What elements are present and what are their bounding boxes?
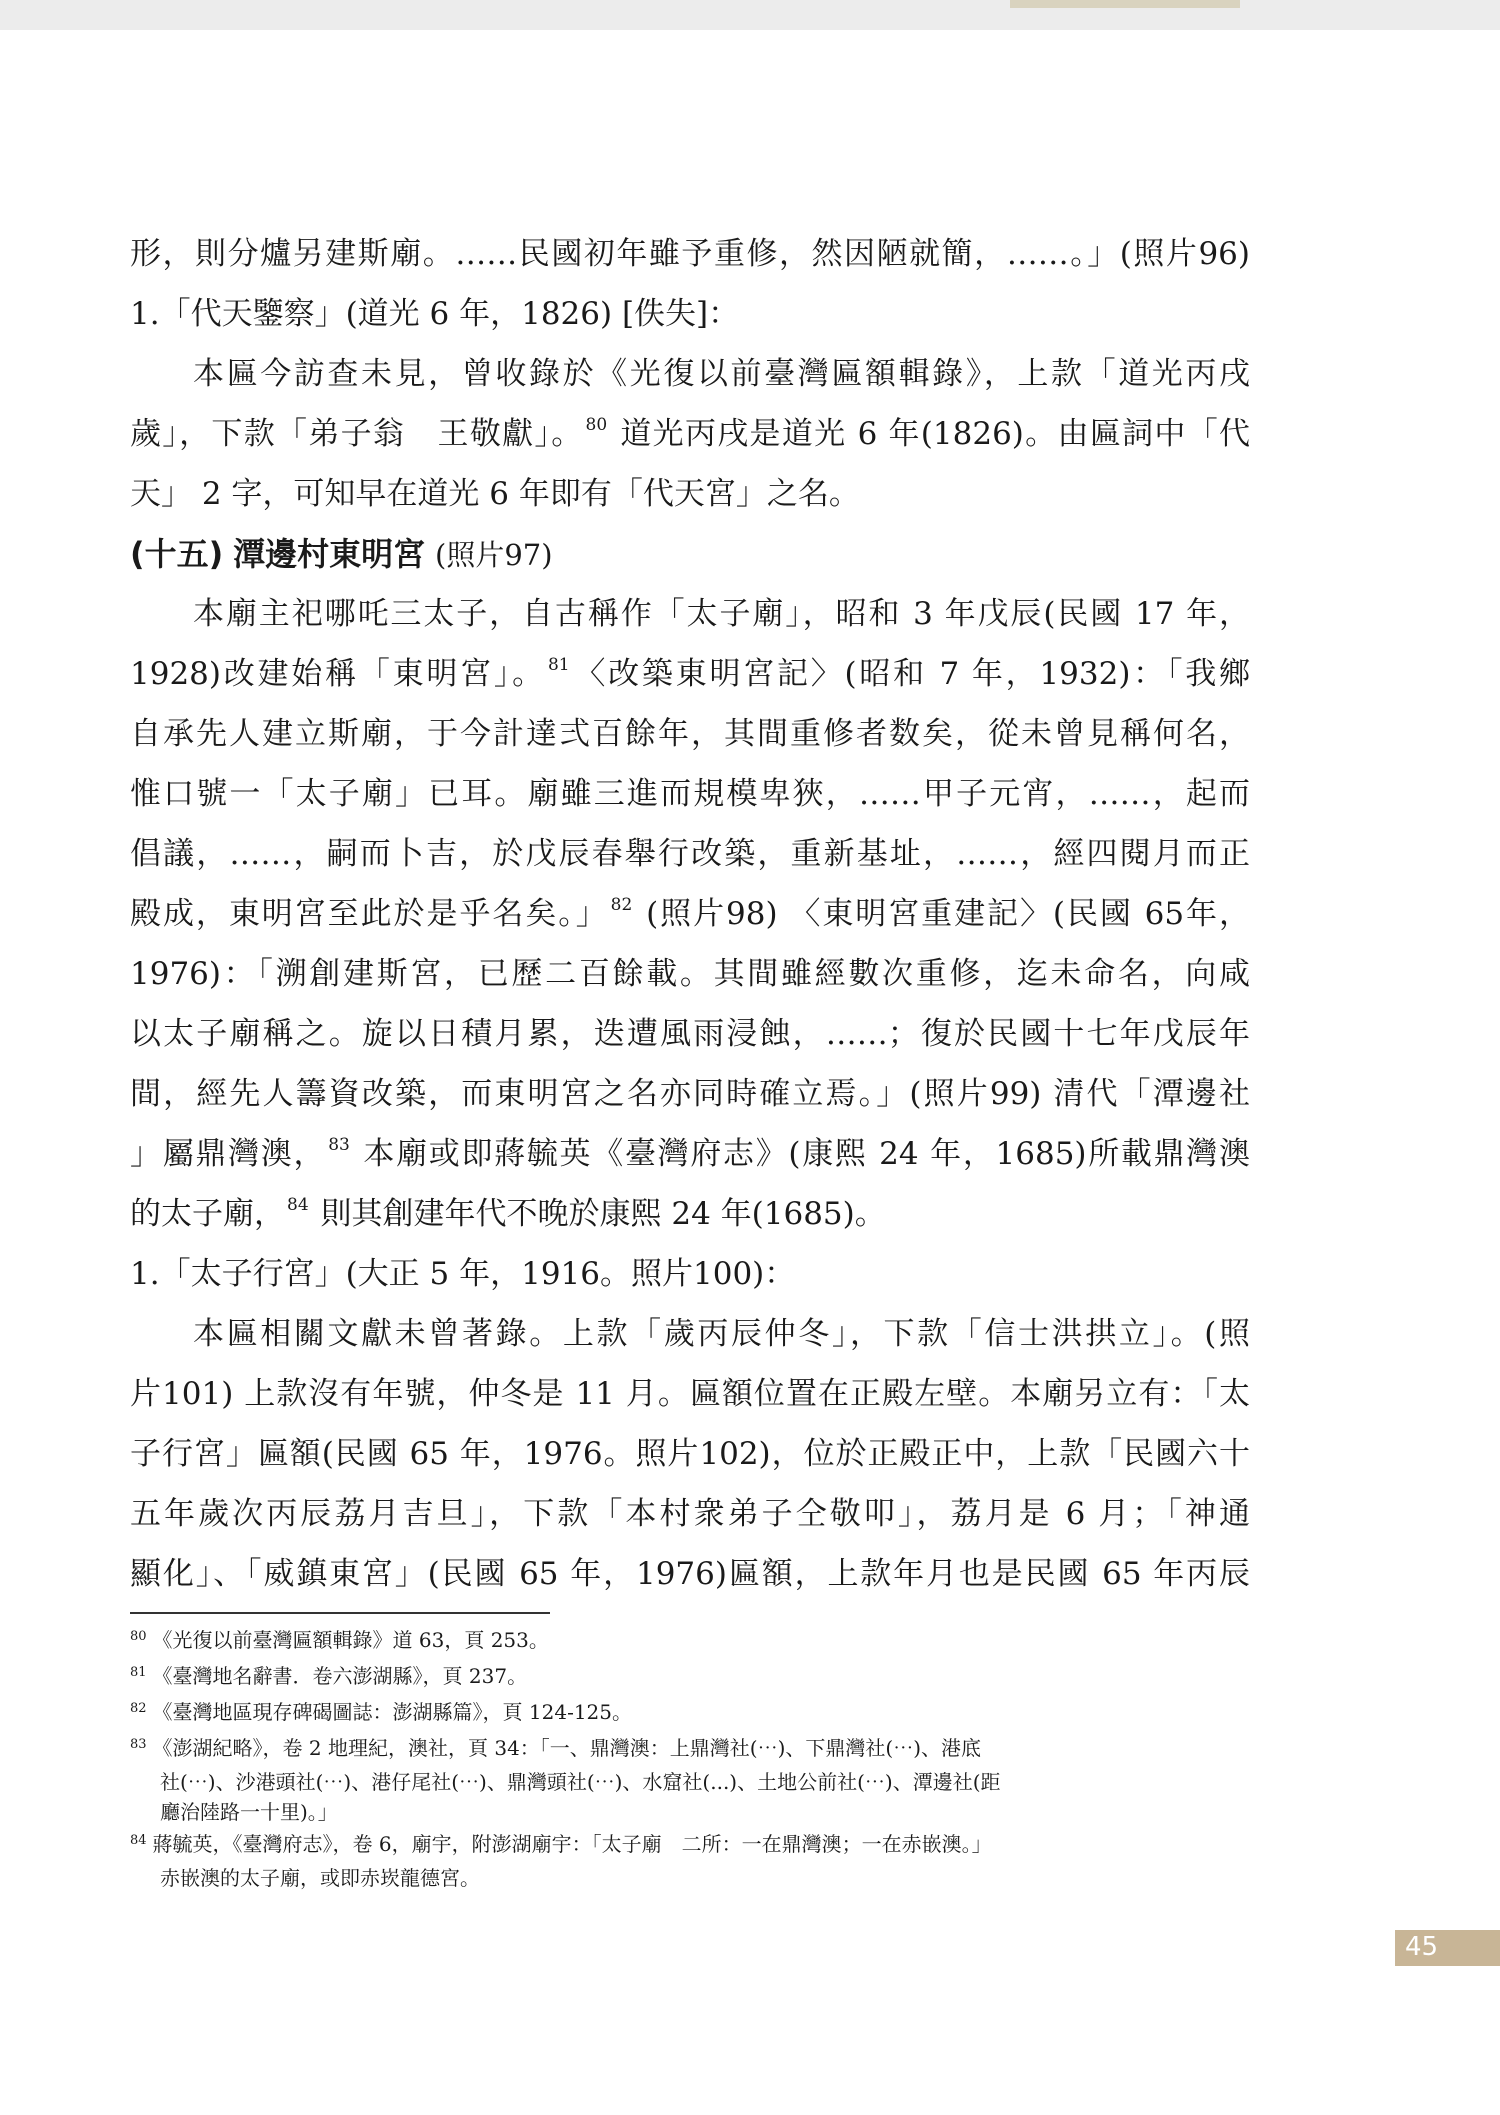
text-run: 歲」，下款「弟子翁 王敬獻」。 [130, 416, 584, 452]
footnote-number: 84 [130, 1833, 147, 1848]
body-line: 本廟主祀哪吒三太子，自古稱作「太子廟」，昭和 3 年戊辰(民國 17 年， [193, 596, 1250, 632]
footnote-number: 80 [130, 1629, 147, 1644]
footnote-ref[interactable]: 84 [287, 1195, 309, 1215]
footnote-text: 《光復以前臺灣匾額輯錄》道 63，頁 253。 [152, 1628, 549, 1652]
body-line [130, 1190, 1250, 1238]
text-run: 〈改築東明宮記〉(昭和 7 年，1932)：「我鄉 [571, 656, 1250, 692]
body-line: 自承先人建立斯廟，于今計達弍百餘年，其間重修者数矣，從未曾見稱何名， [130, 716, 1250, 752]
section-name: 潭邊村東明宮 [233, 535, 426, 573]
footnote-ref[interactable]: 80 [585, 415, 608, 435]
footnote [130, 1661, 1250, 1695]
footnote-ref[interactable]: 82 [610, 895, 633, 915]
body-line: 1976)：「溯創建斯宮，已歷二百餘載。其間雖經數次重修，迄未命名，向咸 [130, 956, 1250, 992]
body-line: 倡議，……，嗣而卜吉，於戊辰春舉行改築，重新基址，……，經四閱月而正 [130, 836, 1250, 872]
page-number: 45 [1405, 1932, 1439, 1962]
body-line: 惟口號一「太子廟」已耳。廟雖三進而規模卑狹，……甲子元宵，……，起而 [130, 776, 1250, 812]
footnote [130, 1733, 1250, 1827]
page-number-tab [1395, 1930, 1500, 1966]
body-line: 片101) 上款沒有年號，仲冬是 11 月。匾額位置在正殿左壁。本廟另立有：「太 [130, 1376, 1250, 1412]
footnote [130, 1829, 1250, 1893]
section-number: (十五) [130, 535, 224, 573]
main-text [130, 230, 1250, 1610]
footnote-ref[interactable]: 83 [328, 1135, 350, 1155]
footnote-text: 《臺灣地區現存碑碣圖誌：澎湖縣篇》，頁 124-125。 [152, 1700, 633, 1724]
body-line [130, 650, 1250, 698]
body-line: 顯化」、「威鎮東宮」(民國 65 年，1976)匾額，上款年月也是民國 65 年丙辰 [130, 1556, 1250, 1592]
scan-top-margin [0, 0, 1500, 30]
body-line: 子行宮」匾額(民國 65 年，1976。照片102)，位於正殿正中，上款「民國六十 [130, 1436, 1250, 1472]
footnote-continuation: 社(⋯)、沙港頭社(⋯)、港仔尾社(⋯)、鼎灣頭社(⋯)、水窟社(...)、土地公前社(⋯)、潭邊社(距 [160, 1770, 1001, 1794]
footnote [130, 1697, 1250, 1731]
body-line: 五年歲次丙辰荔月吉旦」，下款「本村衆弟子仝敬叩」，荔月是 6 月；「神通 [130, 1496, 1250, 1532]
footnote-text: 蔣毓英，《臺灣府志》，卷 6，廟宇，附澎湖廟宇：「太子廟 二所：一在鼎灣澳；一在赤嵌澳。」 [152, 1832, 992, 1856]
body-line: 形，則分爐另建斯廟。……民國初年雖予重修，然因陋就簡，……。」(照片96) [130, 236, 1250, 272]
text-run: 道光丙戌是道光 6 年(1826)。由匾詞中「代 [609, 416, 1250, 452]
footnote-ref[interactable]: 81 [547, 655, 570, 675]
text-run: 」屬鼎灣澳， [130, 1136, 327, 1172]
footnote-text: 《臺灣地名辭書．卷六澎湖縣》，頁 237。 [152, 1664, 528, 1688]
body-line: 本匾今訪查未見，曾收錄於《光復以前臺灣匾額輯錄》，上款「道光丙戌 [193, 356, 1250, 392]
body-line [130, 1130, 1250, 1178]
item-heading: 1.「太子行宮」(大正 5 年，1916。照片100)： [130, 1256, 796, 1292]
body-line: 以太子廟稱之。旋以日積月累，迭遭風雨浸蝕，……；復於民國十七年戊辰年 [130, 1016, 1250, 1052]
text-run: (照片98) 〈東明宮重建記〉(民國 65年， [634, 896, 1250, 932]
text-run: 則其創建年代不晚於康熙 24 年(1685)。 [310, 1196, 886, 1232]
footnote-text: 《澎湖紀略》，卷 2 地理紀，澳社，頁 34：「一、鼎灣澳：上鼎灣社(⋯)、下鼎灣社(⋯)、港底 [152, 1736, 982, 1760]
scan-header-mark [1010, 0, 1240, 8]
section-photo-ref: (照片97) [435, 538, 553, 572]
section-title [130, 530, 1250, 578]
item-heading: 1.「代天鑒察」(道光 6 年，1826) [佚失]： [130, 296, 740, 332]
text-run: 殿成，東明宮至此於是乎名矣。」 [130, 896, 609, 932]
text-run: 本廟或即蔣毓英《臺灣府志》(康熙 24 年，1685)所載鼎灣澳 [351, 1136, 1251, 1172]
body-line: 本匾相關文獻未曾著錄。上款「歲丙辰仲冬」，下款「信士洪拱立」。(照 [193, 1316, 1250, 1352]
body-line [130, 410, 1250, 458]
footnote-number: 83 [130, 1737, 147, 1752]
body-line: 間，經先人籌資改築，而東明宮之名亦同時確立焉。」(照片99) 清代「潭邊社 [130, 1076, 1250, 1112]
footnote [130, 1625, 1250, 1659]
footnote-continuation: 赤嵌澳的太子廟，或即赤崁龍德宮。 [160, 1866, 480, 1890]
footnote-number: 82 [130, 1701, 147, 1716]
footnote-divider [130, 1612, 550, 1614]
body-line [130, 890, 1250, 938]
footnotes [130, 1625, 1250, 1895]
footnote-number: 81 [130, 1665, 147, 1680]
text-run: 的太子廟， [130, 1196, 285, 1232]
body-line: 天」 2 字，可知早在道光 6 年即有「代天宮」之名。 [130, 476, 860, 512]
footnote-continuation: 廳治陸路一十里)。」 [160, 1800, 338, 1824]
text-run: 1928)改建始稱「東明宮」。 [130, 656, 546, 692]
